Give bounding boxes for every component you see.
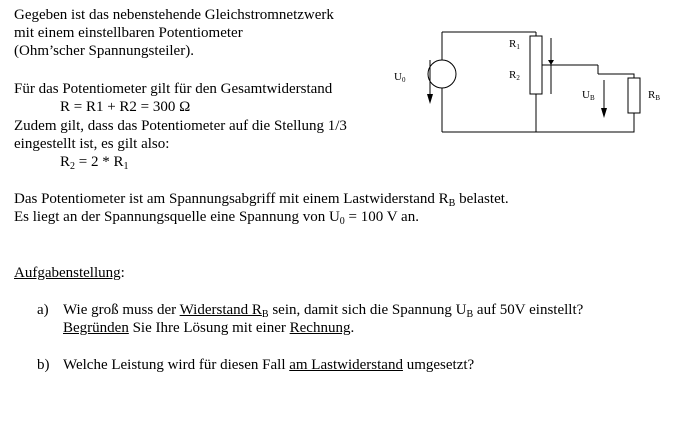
voltage-source-symbol <box>428 60 456 88</box>
task-a-label: a) <box>37 302 49 318</box>
label-u0: U0 <box>394 71 406 84</box>
circuit-wires-source-loop <box>442 32 536 132</box>
load-line-2: Es liegt an der Spannungsquelle eine Spannung von $U_0 = 100$ V an. <box>14 209 419 227</box>
potentiometer-line-3: eingestellt ist, es gilt also: <box>14 136 170 152</box>
load-line-1: Das Potentiometer ist am Spannungsabgriff mit einem Lastwiderstand $R_B$ belastet. <box>14 191 509 209</box>
ub-arrow-head <box>601 108 607 118</box>
load-resistor <box>628 78 640 113</box>
formula-total-resistance: R = R1 + R2 = 300 Ω <box>60 99 191 115</box>
task-a-line-1: Wie groß muss der Widerstand $R_B$ sein, damit sich die Spannung $U_B$ auf 50V einstellt? <box>63 302 584 320</box>
potentiometer-line-2: Zudem gilt, dass das Potentiometer auf die Stellung 1/3 <box>14 118 347 134</box>
intro-line-1: Gegeben ist das nebenstehende Gleichstromnetzwerk <box>14 7 334 23</box>
intro-line-3: (Ohm’scher Spannungsteiler). <box>14 43 194 59</box>
task-a-line-2: Begründen Sie Ihre Lösung mit einer Rechnung. <box>63 320 355 336</box>
u0-arrow-head <box>427 94 433 104</box>
task-b-label: b) <box>37 357 50 373</box>
label-ub: UB <box>582 89 595 102</box>
potentiometer-resistor <box>530 36 542 94</box>
task-b-line-1: Welche Leistung wird für diesen Fall am Lastwiderstand umgesetzt? <box>63 357 475 373</box>
task-heading: Aufgabenstellung: <box>14 265 125 281</box>
formula-r2-r1: $R_2 = 2 * R_1$ <box>60 154 129 172</box>
wiper-arrow-head <box>548 60 554 65</box>
tap-wire <box>598 65 634 78</box>
potentiometer-wiper <box>542 38 598 94</box>
load-return-wire <box>536 113 634 132</box>
circuit-diagram <box>370 8 690 138</box>
potentiometer-line-1: Für das Potentiometer gilt für den Gesamtwiderstand <box>14 81 333 97</box>
label-r2: R2 <box>509 69 520 82</box>
intro-line-2: mit einem einstellbaren Potentiometer <box>14 25 243 41</box>
label-rb: RB <box>648 89 661 102</box>
label-r1: R1 <box>509 38 520 51</box>
